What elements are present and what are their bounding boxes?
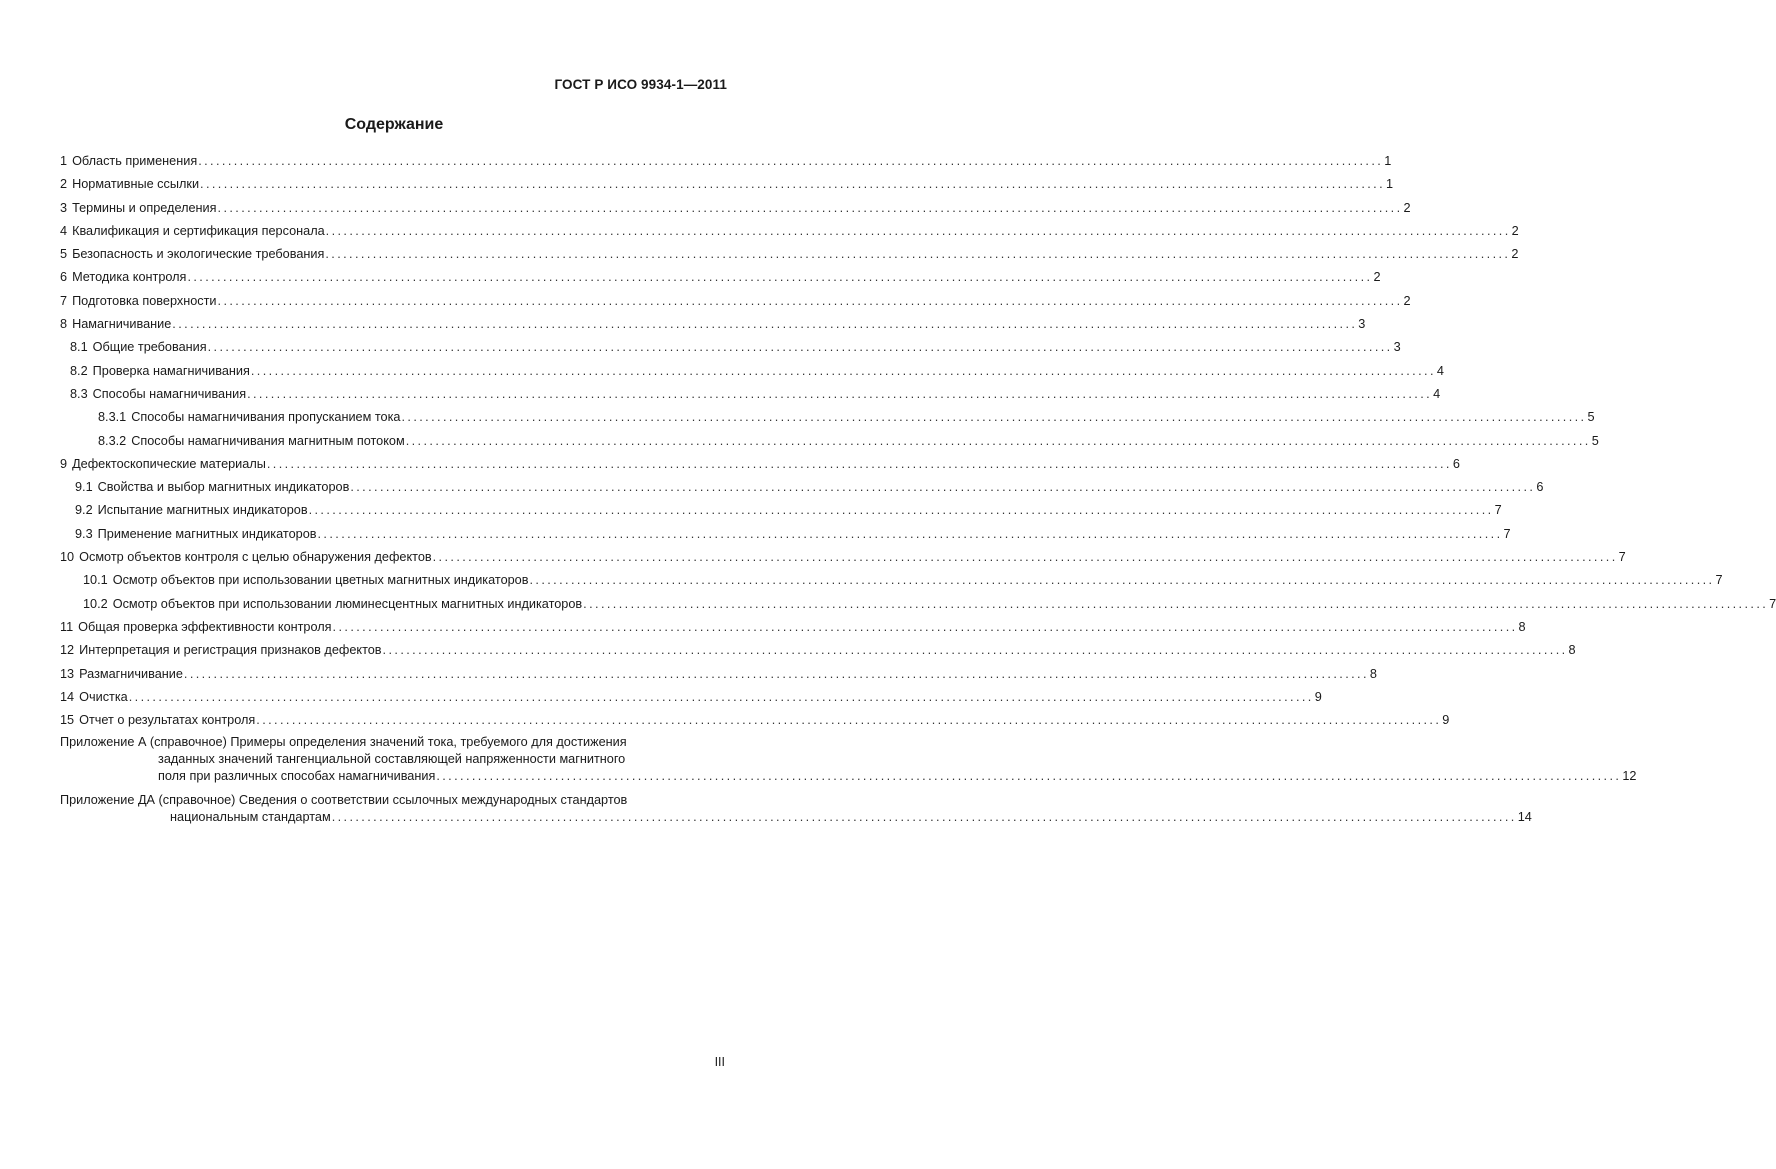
annex-da-page: 14	[1517, 810, 1532, 825]
toc-entry-title: Проверка намагничивания	[92, 363, 250, 378]
toc-entry[interactable]	[60, 290, 1411, 313]
toc-entry-page: 4	[1436, 363, 1444, 378]
toc-entry-page: 5	[1587, 410, 1595, 425]
toc-entry-title: Осмотр объектов при использовании люминесцентных магнитных индикаторов	[112, 596, 583, 611]
dot-leader: ........................................................................................................................................................................................................	[250, 363, 1436, 378]
annex-a-page: 12	[1622, 769, 1637, 784]
dot-leader: ........................................................................................................................................................................................................	[325, 247, 1511, 262]
toc-entry-number: 9.2	[75, 503, 93, 518]
toc-entry[interactable]	[60, 383, 1441, 406]
toc-entry-title: Испытание магнитных индикаторов	[97, 503, 308, 518]
dot-leader: ........................................................................................................................................................................................................	[256, 713, 1442, 728]
toc-entry-page: 6	[1452, 456, 1460, 471]
toc-entry[interactable]	[60, 499, 1502, 522]
toc-entry[interactable]	[60, 686, 1322, 709]
toc-entry-title: Очистка	[79, 689, 128, 704]
toc-entry[interactable]	[60, 546, 1626, 569]
page-title: Содержание	[344, 116, 444, 133]
toc-entry-number: 6	[60, 270, 68, 285]
toc-entry-number: 15	[60, 713, 75, 728]
toc-entry-page: 7	[1769, 596, 1776, 611]
toc-entry-page: 8	[1568, 643, 1576, 658]
toc-entry[interactable]	[60, 593, 1776, 616]
toc-entry-number: 1	[60, 154, 68, 168]
toc-entry-title: Свойства и выбор магнитных индикаторов	[97, 480, 350, 495]
toc-entry[interactable]	[60, 197, 1411, 220]
toc-entry-number: 3	[60, 200, 68, 215]
dot-leader: ........................................................................................................................................................................................................	[183, 666, 1369, 681]
toc-entry-title: Размагничивание	[79, 666, 183, 681]
toc-entry-number: 7	[60, 293, 68, 308]
toc-entry-title: Подготовка поверхности	[72, 293, 217, 308]
dot-leader: ........................................................................................................................................................................................................	[382, 643, 1568, 658]
toc-entry-number: 8	[60, 317, 68, 332]
toc-entry-page: 7	[1618, 550, 1626, 565]
toc-entry[interactable]	[60, 220, 1519, 243]
toc-entry-page: 2	[1511, 223, 1519, 238]
dot-leader: ........................................................................................................................................................................................................	[200, 177, 1386, 192]
toc-entry-number: 8.3.2	[98, 433, 127, 448]
toc-entry[interactable]	[60, 406, 1595, 429]
toc-entry-number: 9.3	[75, 526, 93, 541]
toc-entry-page: 2	[1403, 293, 1411, 308]
dot-leader: ........................................................................................................................................................................................................	[325, 223, 1511, 238]
toc-entry-page: 8	[1369, 666, 1377, 681]
toc-entry-page: 1	[1384, 154, 1392, 168]
toc-entry-page: 6	[1536, 480, 1544, 495]
toc-entry-number: 10	[60, 550, 75, 565]
toc-entry-page: 3	[1358, 317, 1366, 332]
toc-entry-page: 9	[1442, 713, 1450, 728]
toc-entry[interactable]	[60, 243, 1519, 266]
toc-entry-number: 8.3.1	[98, 410, 127, 425]
toc-entry-number: 4	[60, 223, 68, 238]
toc-entry-title: Применение магнитных индикаторов	[97, 526, 317, 541]
toc-entry-page: 5	[1591, 433, 1599, 448]
dot-leader: ........................................................................................................................................................................................................	[405, 433, 1591, 448]
dot-leader: ........................................................................................................................................................................................................	[172, 317, 1358, 332]
dot-leader: ........................................................................................................................................................................................................	[529, 573, 1715, 588]
toc-entry-page: 1	[1386, 177, 1394, 192]
toc-entry-title: Осмотр объектов при использовании цветных магнитных индикаторов	[112, 573, 529, 588]
dot-leader: ........................................................................................................................................................................................................	[187, 270, 1373, 285]
toc-entry-number: 5	[60, 247, 68, 262]
toc-entry-title: Намагничивание	[72, 317, 172, 332]
toc-entry-title: Способы намагничивания	[92, 386, 247, 401]
toc-entry-number: 11	[60, 619, 74, 634]
toc-entry-title: Общие требования	[92, 340, 207, 355]
toc-annex-da[interactable]	[60, 792, 1532, 826]
toc-entry-page: 9	[1314, 689, 1322, 704]
toc-entry[interactable]	[60, 313, 1366, 336]
toc-entry-title: Способы намагничивания магнитным потоком	[131, 433, 405, 448]
toc-entry-title: Термины и определения	[72, 200, 217, 215]
toc-entry[interactable]	[60, 476, 1544, 499]
toc-entry[interactable]	[60, 173, 1394, 196]
toc-entry-title: Дефектоскопические материалы	[72, 456, 266, 471]
toc-entry[interactable]	[60, 430, 1599, 453]
dot-leader: ........................................................................................................................................................................................................	[247, 386, 1433, 401]
toc-entry[interactable]	[60, 336, 1401, 359]
standard-designation: ГОСТ Р ИСО 9934-1—2011	[554, 77, 727, 92]
toc-entry-title: Методика контроля	[72, 270, 187, 285]
toc-entry-title: Отчет о результатах контроля	[79, 713, 256, 728]
toc-entry-title: Безопасность и экологические требования	[72, 247, 325, 262]
annex-da-line-1: Приложение ДА (справочное) Сведения о соответствии ссылочных международных стандартов	[60, 793, 628, 808]
toc-entry-number: 13	[60, 666, 75, 681]
dot-leader: ........................................................................................................................................................................................................	[207, 340, 1393, 355]
toc-entry[interactable]	[60, 360, 1444, 383]
toc-entry-number: 9.1	[75, 480, 93, 495]
toc-entry-number: 2	[60, 177, 68, 192]
dot-leader: ........................................................................................................................................................................................................	[317, 526, 1503, 541]
toc-entry-page: 7	[1494, 503, 1502, 518]
toc-entry-page: 4	[1433, 386, 1441, 401]
toc-entry-page: 7	[1715, 573, 1723, 588]
toc-entry-number: 12	[60, 643, 75, 658]
toc-entry-title: Осмотр объектов контроля с целью обнаружения дефектов	[79, 550, 432, 565]
annex-a-line-1: Приложение А (справочное) Примеры определения значений тока, требуемого для достижения	[60, 735, 627, 750]
toc-entry-page: 8	[1518, 619, 1526, 634]
toc-entry-title: Нормативные ссылки	[72, 177, 200, 192]
toc-entry[interactable]	[60, 663, 1377, 686]
toc-entry-page: 7	[1503, 526, 1511, 541]
dot-leader: ........................................................................................................................................................................................................	[128, 689, 1314, 704]
toc-entry[interactable]	[60, 266, 1381, 289]
dot-leader: ........................................................................................................................................................................................................	[217, 200, 1403, 215]
dot-leader: ........................................................................................................................................................................................................	[308, 503, 1494, 518]
toc-entry[interactable]	[60, 709, 1450, 732]
page-folio: III	[714, 1055, 725, 1069]
toc-entry[interactable]	[60, 150, 1392, 173]
toc-entry-number: 8.3	[70, 386, 88, 401]
toc-entry-page: 2	[1373, 270, 1381, 285]
dot-leader: ........................................................................................................................................................................................................	[350, 480, 1536, 495]
toc-entry[interactable]	[60, 639, 1576, 662]
annex-da-line-2: национальным стандартам	[170, 810, 331, 825]
dot-leader: ........................................................................................................................................................................................................	[583, 596, 1769, 611]
toc-entry-title: Область применения	[72, 154, 198, 168]
toc-entry-title: Общая проверка эффективности контроля	[78, 619, 332, 634]
toc-entry-number: 10.1	[83, 573, 108, 588]
toc-entry-page: 2	[1511, 247, 1519, 262]
toc-entry[interactable]	[60, 616, 1526, 639]
dot-leader: ........................................................................................................................................................................................................	[217, 293, 1403, 308]
toc-annex-a[interactable]	[60, 734, 1637, 785]
toc-entry-title: Интерпретация и регистрация признаков дефектов	[79, 643, 382, 658]
dot-leader: ........................................................................................................................................................................................................	[266, 456, 1452, 471]
toc-entry[interactable]	[60, 453, 1460, 476]
toc-entry-page: 2	[1403, 200, 1411, 215]
annex-a-line-3: поля при различных способах намагничивания	[158, 769, 436, 784]
dot-leader: ........................................................................................................................................................................................................	[332, 619, 1518, 634]
dot-leader: ........................................................................................................................................................................................................	[432, 550, 1618, 565]
toc-entry-number: 8.1	[70, 340, 88, 355]
toc-entry[interactable]	[60, 569, 1723, 592]
toc-entry[interactable]	[60, 523, 1511, 546]
dot-leader: ........................................................................................................................................................................................................	[331, 810, 1517, 825]
dot-leader: ........................................................................................................................................................................................................	[198, 154, 1384, 168]
toc-entry-number: 14	[60, 689, 75, 704]
dot-leader: ........................................................................................................................................................................................................	[436, 769, 1622, 784]
toc-entry-title: Квалификация и сертификация персонала	[72, 223, 325, 238]
table-of-contents	[60, 150, 1776, 826]
toc-entry-number: 9	[60, 456, 68, 471]
toc-entry-number: 8.2	[70, 363, 88, 378]
toc-entry-title: Способы намагничивания пропусканием тока	[131, 410, 401, 425]
annex-a-line-2: заданных значений тангенциальной составляющей напряженности магнитного	[158, 752, 626, 767]
toc-entry-number: 10.2	[83, 596, 108, 611]
dot-leader: ........................................................................................................................................................................................................	[401, 410, 1587, 425]
toc-entry-page: 3	[1393, 340, 1401, 355]
